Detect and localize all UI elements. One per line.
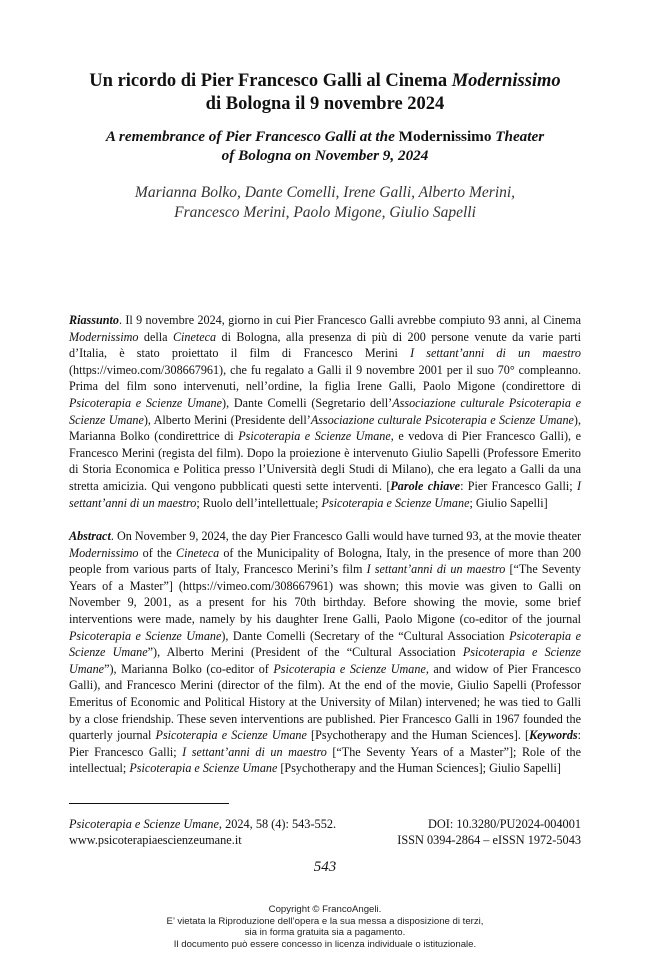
doi: DOI: 10.3280/PU2024-004001 (427, 817, 581, 831)
english-title: A remembrance of Pier Francesco Galli at the Modernissimo Theater of Bologna on November 9, 2024 (105, 128, 545, 164)
keywords-label-en: Keywords (529, 728, 578, 743)
title-line1: Un ricordo di Pier Francesco Galli al Cinema Modernissimo (89, 71, 561, 91)
journal-citation: , 2024, 58 (4): 543-552. (218, 817, 337, 831)
riassunto-paragraph: Riassunto. Il 9 novembre 2024, giorno in cui Pier Francesco Galli avrebbe compiuto 93 anni, al Cinema Modernissimo della Cineteca di Bologna, alla presenza di più di 200 persone venute da varie parti d’Italia, è stato proiettato il film di Francesco Merini I settant’anni di un maestro (https://vimeo.com/308667961), che fu regalato a Galli il 9 novembre 2001 per il suo 70° compleanno. Prima del film sono intervenuti, nell’ordine, la figlia Irene Galli, Paolo Migone (condirettore di Psicoterapia e Scienze Umane), Dante Comelli (Segretario dell’Associazione culturale Psicoterapia e Scienze Umane), Alberto Merini (Presidente dell’Associazione culturale Psicoterapia e Scienze Umane), Marianna Bolko (condirettrice di Psicoterapia e Scienze Umane, e vedova di Pier Francesco Galli), e Francesco Merini (regista del film). Dopo la proiezione è intervenuto Giulio Sapelli (Professore Emerito di Storia Economica e Politica presso l’Università degli Studi di Milano), che era legato a Galli da una stretta amicizia. Qui vengono pubblicati questi sette interventi. [Parole chiave: Pier Francesco Galli; I settant’anni di un maestro; Ruolo dell’intellettuale; Psicoterapia e Scienze Umane; Giulio Sapelli] (69, 313, 582, 510)
issn: ISSN 0394-2864 – eISSN 1972-5043 (397, 833, 581, 847)
abstract-label: Abstract (69, 529, 111, 543)
abstract-paragraph: Abstract. On November 9, 2024, the day Pier Francesco Galli would have turned 93, at the movie theater Modernissimo of the Cineteca of the Municipality of Bologna, Italy, in the presence of more than 200 people from various parts of Italy, Francesco Merini’s film I settant’anni di un maestro [“The Seventy Years of a Master”] (https://vimeo.com/308667961) was shown; this movie was given to Galli on November 9, 2001, as a present for his 70th birthday. Before showing the movie, some brief interventions were made, namely by his daughter Irene Galli, Paolo Migone (co-editor of the journal Psicoterapia e Scienze Umane), Dante Comelli (Secretary of the “Cultural Association Psicoterapia e Scienze Umane”), Alberto Merini (President of the “Cultural Association Psicoterapia e Scienze Umane”), Marianna Bolko (co-editor of Psicoterapia e Scienze Umane, and widow of Pier Francesco Galli), and Francesco Merini (director of the film). At the end of the movie, Giulio Sapelli (Professor Emeritus of Economic and Political History at the University of Milan) intervened; he was tied to Galli by a close friendship. These seven interventions are published. Pier Francesco Galli in 1967 founded the quarterly journal Psicoterapia e Scienze Umane [Psychotherapy and the Human Sciences]. [Keywords: Pier Francesco Galli; I settant’anni di un maestro [“The Seventy Years of a Master”]; Role of the intellectual; Psicoterapia e Scienze Umane [Psychotherapy and the Human Sciences]; Giulio Sapelli] (69, 529, 582, 776)
riassunto-label: Riassunto (69, 313, 119, 327)
keywords-label-it: Parole chiave (390, 478, 461, 493)
journal-name: Psicoterapia e Scienze Umane (69, 817, 219, 831)
copyright-notice: Copyright © FrancoAngeli. E’ vietata la Riproduzione dell’opera e la sua messa a disposizione di terzi, sia in forma gratuita sia a pagamento. Il documento può essere concesso in licenza individuale o istituzionale. (166, 904, 484, 950)
journal-website: www.psicoterapiaescienzeumane.it (69, 833, 242, 847)
author-list: Marianna Bolko, Dante Comelli, Irene Galli, Alberto Merini, Francesco Merini, Paolo Migone, Giulio Sapelli (134, 184, 516, 221)
journal-citation-row (69, 816, 581, 832)
page-number: 543 (313, 859, 337, 875)
article-title (60, 70, 590, 116)
footnote-divider (69, 803, 229, 804)
title-line2: di Bologna il 9 novembre 2024 (205, 94, 445, 114)
journal-info-row (69, 832, 581, 848)
